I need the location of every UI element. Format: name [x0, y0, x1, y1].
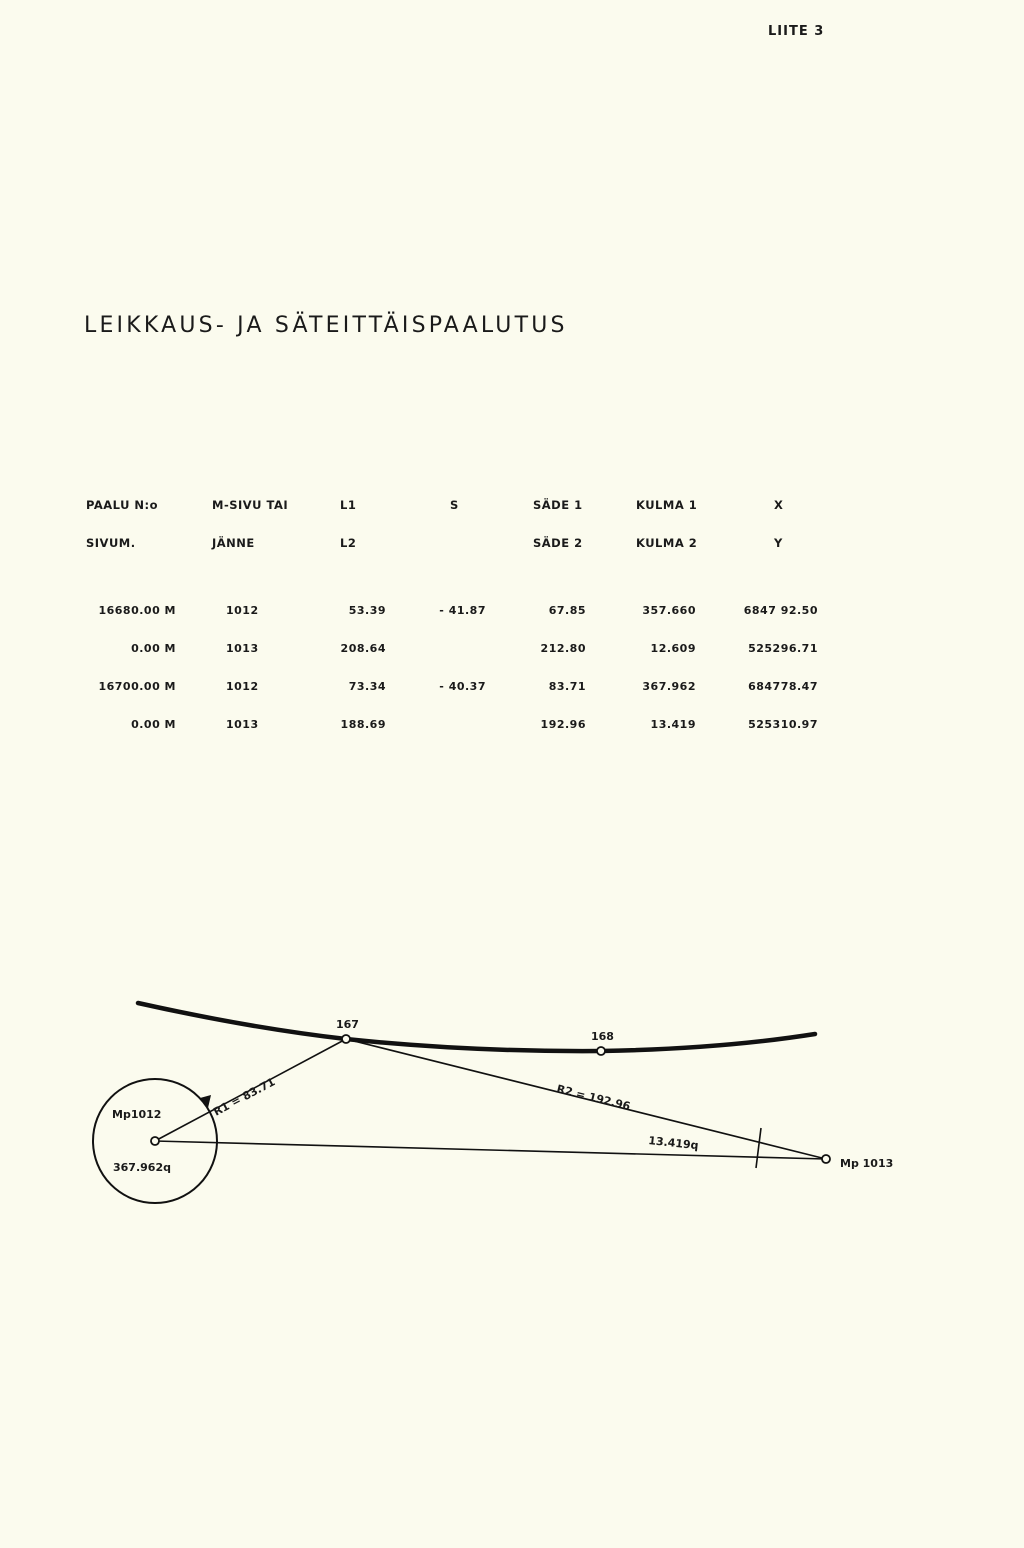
table-cell: 525310.97 — [748, 718, 818, 731]
point-167 — [342, 1035, 350, 1043]
header-janne: JÄNNE — [212, 536, 255, 550]
staking-diagram — [0, 990, 1024, 1230]
point-168 — [597, 1047, 605, 1055]
header-m-sivu: M-SIVU TAI — [212, 498, 289, 512]
header-s: S — [450, 498, 459, 512]
label-167: 167 — [336, 1018, 359, 1031]
page-title: LEIKKAUS- JA SÄTEITTÄISPAALUTUS — [84, 313, 568, 338]
point-mp1012 — [151, 1137, 159, 1145]
baseline-line — [155, 1141, 826, 1159]
label-r1: R1 = 83.71 — [211, 1075, 278, 1119]
table-cell: 83.71 — [548, 680, 586, 693]
point-mp1013 — [822, 1155, 830, 1163]
label-angle2: 13.419q — [647, 1134, 700, 1153]
table-cell: 0.00 M — [131, 642, 176, 655]
table-cell: 212.80 — [540, 642, 586, 655]
table-cell: 13.419 — [650, 718, 696, 731]
label-168: 168 — [591, 1030, 614, 1043]
table-cell: 525296.71 — [748, 642, 818, 655]
header-kulma2: KULMA 2 — [636, 536, 698, 550]
table-cell: 12.609 — [650, 642, 696, 655]
table-cell: 16680.00 M — [98, 604, 176, 617]
road-curve — [138, 1003, 815, 1051]
header-sade2: SÄDE 2 — [533, 536, 583, 550]
header-l1: L1 — [340, 498, 357, 512]
table-cell: 6847 92.50 — [743, 604, 818, 617]
header-l2: L2 — [340, 536, 357, 550]
table-cell: - 41.87 — [439, 604, 486, 617]
table-cell: 1013 — [226, 642, 259, 655]
header-paalu: PAALU N:o — [86, 498, 159, 512]
header-kulma1: KULMA 1 — [636, 498, 698, 512]
table-cell: - 40.37 — [439, 680, 486, 693]
table-cell: 208.64 — [340, 642, 386, 655]
table-cell: 1012 — [226, 604, 259, 617]
table-cell: 684778.47 — [748, 680, 818, 693]
appendix-label: LIITE 3 — [768, 24, 825, 39]
table-cell: 1013 — [226, 718, 259, 731]
table-cell: 192.96 — [540, 718, 586, 731]
header-y: Y — [774, 536, 783, 550]
table-cell: 73.34 — [348, 680, 386, 693]
table-cell: 367.962 — [642, 680, 696, 693]
table-cell: 188.69 — [340, 718, 386, 731]
label-mp1012-angle: 367.962q — [113, 1161, 171, 1174]
header-sivum: SIVUM. — [86, 536, 136, 550]
label-mp1013: Mp 1013 — [840, 1157, 894, 1170]
angle-tick — [756, 1128, 761, 1168]
table-cell: 67.85 — [548, 604, 586, 617]
table-cell: 0.00 M — [131, 718, 176, 731]
header-sade1: SÄDE 1 — [533, 498, 583, 512]
table-cell: 16700.00 M — [98, 680, 176, 693]
table-cell: 1012 — [226, 680, 259, 693]
table-cell: 53.39 — [348, 604, 386, 617]
label-r2: R2 = 192.96 — [555, 1082, 632, 1114]
label-mp1012: Mp1012 — [112, 1108, 162, 1121]
header-x: X — [774, 498, 784, 512]
table-cell: 357.660 — [642, 604, 696, 617]
